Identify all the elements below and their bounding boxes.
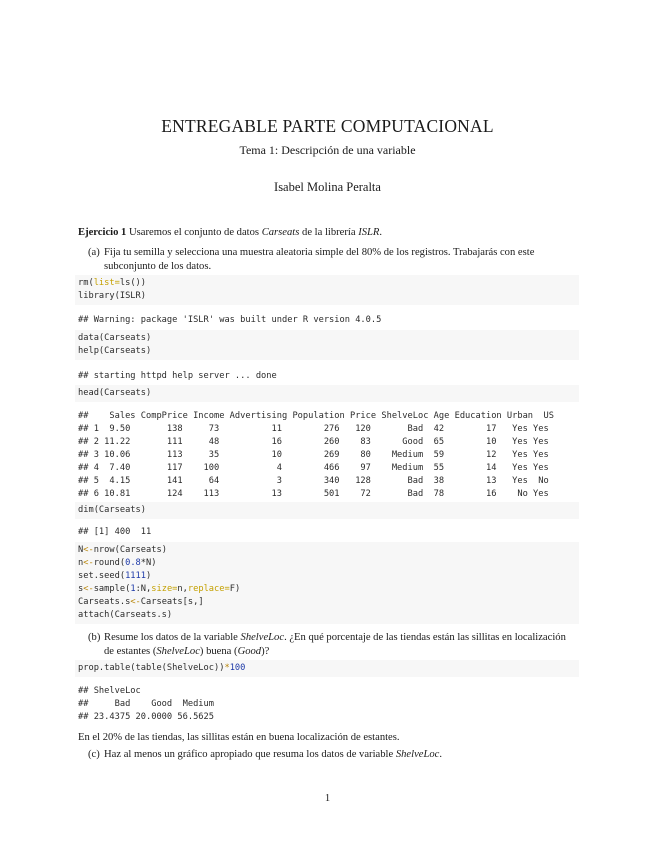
code-operator: <- [83,584,94,594]
code-operator: <- [83,558,94,568]
document-subtitle: Tema 1: Descripción de una variable [239,143,416,157]
item-c-text-part: . [439,749,443,760]
code-number: 1 [130,584,136,594]
output-line: ## ShelveLoc [78,686,141,696]
item-a [88,246,578,273]
code-operator: * [224,663,230,673]
code-text: ls()) [119,278,147,288]
variable-name: ShelveLoc [395,749,440,760]
code-text: sample( [93,584,131,594]
code-keyword: size= [151,584,178,594]
code-text: nrow(Carseats) [93,545,167,555]
output-line: ## Bad Good Medium [78,699,214,709]
answer-b: En el 20% de las tiendas, las sillitas están en buena localización de estantes. [78,732,400,743]
item-b-label: (b) [88,632,101,643]
code-block-6 [75,660,579,677]
code-text: prop.table(table(ShelveLoc)) [78,663,225,673]
exercise-intro [78,226,578,240]
code-block-5 [75,542,579,624]
item-a-label: (a) [88,247,100,258]
variable-level: Good [237,645,262,657]
code-text: Carseats[s,] [140,597,204,607]
item-a-text: Fija tu semilla y selecciona una muestra aleatoria simple del 80% de los registros. Trabajarás con este subconjunto de los datos. [104,247,535,272]
item-b-text-part: Resume los datos de la variable [104,632,241,643]
code-text: *N) [140,558,157,568]
output-line: ## 23.4375 20.0000 56.5625 [78,712,214,722]
item-b-text-part: )? [261,645,270,657]
dataset-name: Carseats [261,227,300,238]
intro-text-2: de la librería [299,227,359,238]
table-row: ## 6 10.81 124 113 13 501 72 Bad 78 16 No Yes [78,489,549,499]
code-block-4: dim(Carseats) [75,502,579,519]
code-text: s [78,584,84,594]
code-operator: <- [83,545,94,555]
code-text: F) [229,584,241,594]
item-b-text-part: ) buena ( [199,645,238,657]
intro-text-1: Usaremos el conjunto de datos [129,227,262,238]
variable-name: ShelveLoc [156,645,200,657]
code-keyword: replace= [187,584,230,594]
code-keyword: list= [93,278,120,288]
code-text: attach(Carseats.s) [78,610,173,620]
code-text: :N, [135,584,152,594]
table-row: ## 3 10.06 113 35 10 269 80 Medium 59 12 Yes Yes [78,450,549,460]
code-block-1 [75,275,579,305]
code-text: Carseats.s [78,597,131,607]
code-text: set.seed( [78,571,126,581]
code-operator: <- [130,597,141,607]
variable-name: ShelveLoc [240,632,285,643]
intro-text-3: . [379,227,383,238]
table-row: ## 5 4.15 141 64 3 340 128 Bad 38 13 Yes No [78,476,549,486]
item-c-label: (c) [88,749,100,760]
document-author: Isabel Molina Peralta [274,180,381,194]
code-text: n [78,558,84,568]
code-number: 100 [229,663,246,673]
code-text: n, [177,584,188,594]
head-output-table [75,410,579,501]
code-block-3: head(Carseats) [75,385,579,402]
code-text: rm( [78,278,94,288]
output-1: ## Warning: package 'ISLR' was built under R version 4.0.5 [78,315,382,325]
code-text: round( [93,558,126,568]
document-title: ENTREGABLE PARTE COMPUTACIONAL [161,116,494,136]
exercise-label: Ejercicio 1 [78,227,127,238]
code-number: 1111 [125,571,146,581]
table-header: ## Sales CompPrice Income Advertising Population Price ShelveLoc Age Education Urban US [78,411,554,421]
item-b-text-part: . ¿En qué porcentaje de las tiendas están las sillitas en localización de estantes ( [104,632,566,657]
item-c-text-part: Haz al menos un gráfico apropiado que resuma los datos de variable [104,749,396,760]
item-b [88,631,578,658]
page-number: 1 [324,793,331,804]
code-text: library(ISLR) [78,291,146,301]
library-name: ISLR [358,227,380,238]
code-number: 0.8 [125,558,141,568]
code-block-2 [75,330,579,360]
output-2: ## starting httpd help server ... done [78,371,277,381]
output-4: ## [1] 400 11 [78,527,152,537]
item-c-text [104,748,574,762]
table-row: ## 4 7.40 117 100 4 466 97 Medium 55 14 Yes Yes [78,463,549,473]
output-6 [75,685,579,724]
code-text: ) [146,571,152,581]
item-c [88,748,578,762]
table-row: ## 2 11.22 111 48 16 260 83 Good 65 10 Yes Yes [78,437,549,447]
table-row: ## 1 9.50 138 73 11 276 120 Bad 42 17 Yes Yes [78,424,549,434]
item-b-text [104,631,574,658]
code-text: N [78,545,84,555]
code-text: help(Carseats) [78,346,152,356]
code-text: data(Carseats) [78,333,152,343]
